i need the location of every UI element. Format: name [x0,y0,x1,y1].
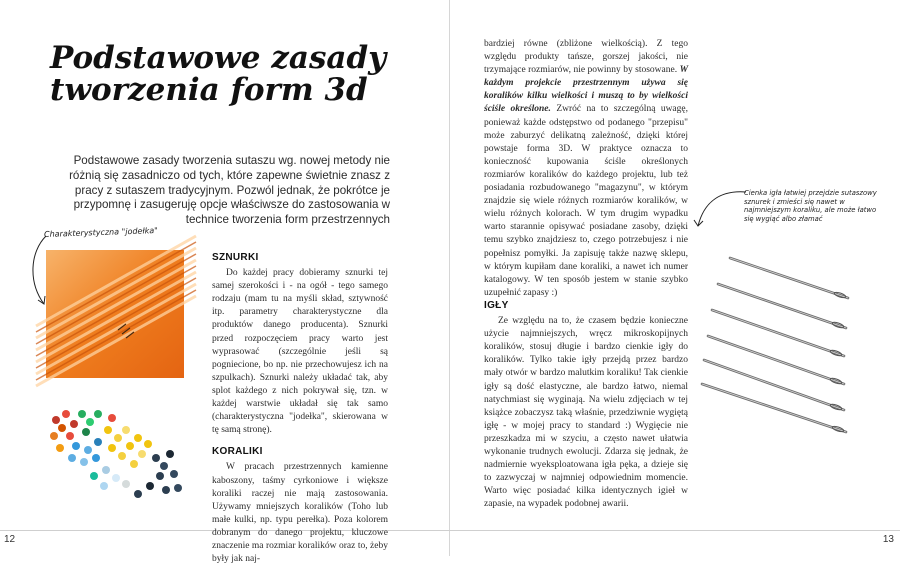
intro-paragraph: Podstawowe zasady tworzenia sutaszu wg. nowej metody nie różnią się zasadniczo od tych, które zapewne świetnie znasz z pracy z sutaszem tradycyjnym. Pozwól jednak, że pokrótce je przypomnę i zasugeruję opcje właściwsze do zastosowania w technice tworzenia form przestrzennych [69,154,390,227]
paragraph-sznurki: Do każdej pracy dobieramy sznurki tej samej szerokości i - na ogół - tego samego rodzaju (mam tu na myśli skład, sztywność itp. parametry charakterystyczne dla produktów danego producenta). Sznurki przed rozpoczęciem pracy warto jest wyprasować (szczególnie jeśli są pogniecione, bo np. nie przechowujesz ich na szpulkach). Sznurki należy układać tak, aby splot każdego z nich pokrywał się, tzn. w każdej warstwie układał się tak samo (charakterystyczna "jodełka", skierowana w tę samą stronę). [212,268,388,436]
page-title: Podstawowe zasady tworzenia form 3d [50,40,387,108]
koraliki-continued-b: Zwróć na to szczególną uwagę, ponieważ każde odstępstwo od podanego "przepisu" może zaburzyć delikatną zależność, dzięki której powstaje forma 3D. W praktyce oznacza to konieczność kupowania ściśle określonych rozmiarów koralików do każdego projektu, lub też posiadania rozbudowanego "magazynu", w którym znajdzie się wiele różnych rozmiarów koralików, w wielu różnych kolorach. W tym drugim wypadku warto starannie opisywać posiadane zasoby, dzięki temu szybko znajdziesz to, czego potrzebujesz i nie popełnisz pomyłki. Ja zapisuję także nazwę sklepu, w którym kupiłam dane koraliki, a nawet ich numer katalogowy. W ten sposób jestem w stanie szybko uzupełnić zapasy :) [484,104,688,298]
heading-sznurki: SZNURKI [212,252,259,263]
footer-rule [0,530,900,531]
text-column-right-top [484,38,688,300]
koraliki-emphasis: W każdym projekcie przestrzennym używa się koralików kilku wielkości i muszą to by wielkości ściśle określone. [484,65,689,115]
heading-igly: IGŁY [484,300,509,311]
needles-photo [700,250,850,435]
caption-herringbone: Charakterystyczna "jodełka" [43,226,159,239]
orange-cords-photo [46,250,184,378]
paragraph-koraliki: W pracach przestrzennych kamienne kaboszony, taśmy cyrkoniowe i większe koraliki raczej nie mają zastosowania. Używamy mniejszych koralików (Toho lub małe kulki, np. typu perełka). Poza kolorem dobranym do danego projektu, kluczowe znaczenie ma rozmiar koralików oraz to, żeby były jak naj- [212,462,388,565]
paragraph-koraliki-continued [484,38,688,300]
heading-koraliki: KORALIKI [212,446,263,458]
text-column-left [212,251,388,566]
page-gutter [449,0,450,556]
seed-beads-photo [46,400,184,512]
page-number-left: 12 [4,534,16,545]
page-number-right: 13 [882,534,894,545]
koraliki-continued-a: bardziej równe (zbliżone wielkością). Z tego względu produkty tańsze, gorszej jakości, nie trzymające rozmiarów, nie powinny by stosowane. [484,39,688,76]
caption-needles: Cienka igła łatwiej przejdzie sutaszowy sznurek i zmieści się nawet w najmniejszym koraliku, ale może łatwo się wygiąć albo złamać [744,189,877,223]
text-column-right-bottom [484,299,688,512]
paragraph-igly: Ze względu na to, że czasem będzie konieczne użycie najmniejszych, wręcz mikroskopijnych koralików, stosuj długie i bardzo cienkie igły do koralików. Tylko takie igły przejdą przez bardzo mały otwór w bardzo malutkim koraliku! Tak cienkie igły są dość elastyczne, ale bardzo łatwo, niemal natychmiast się wyginają. Na wielu zdjęciach w tej książce zobaczysz taką właśnie, przedziwnie wygiętą igłę - w mojej pracy to standard :) Wygięcie nie przeszkadza mi w szyciu, a często nawet ułatwia wykonanie trudnych ewolucji. Zdarza się jednak, że nadmiernie wyeksploatowana igła pęka, a dzieje się to zazwyczaj w najmniej odpowiednim momencie. Warto więc posiadać kilka identycznych igieł w zapasie, na wypadek podobnej awarii. [484,316,688,510]
caption-arrow-right [690,184,750,234]
